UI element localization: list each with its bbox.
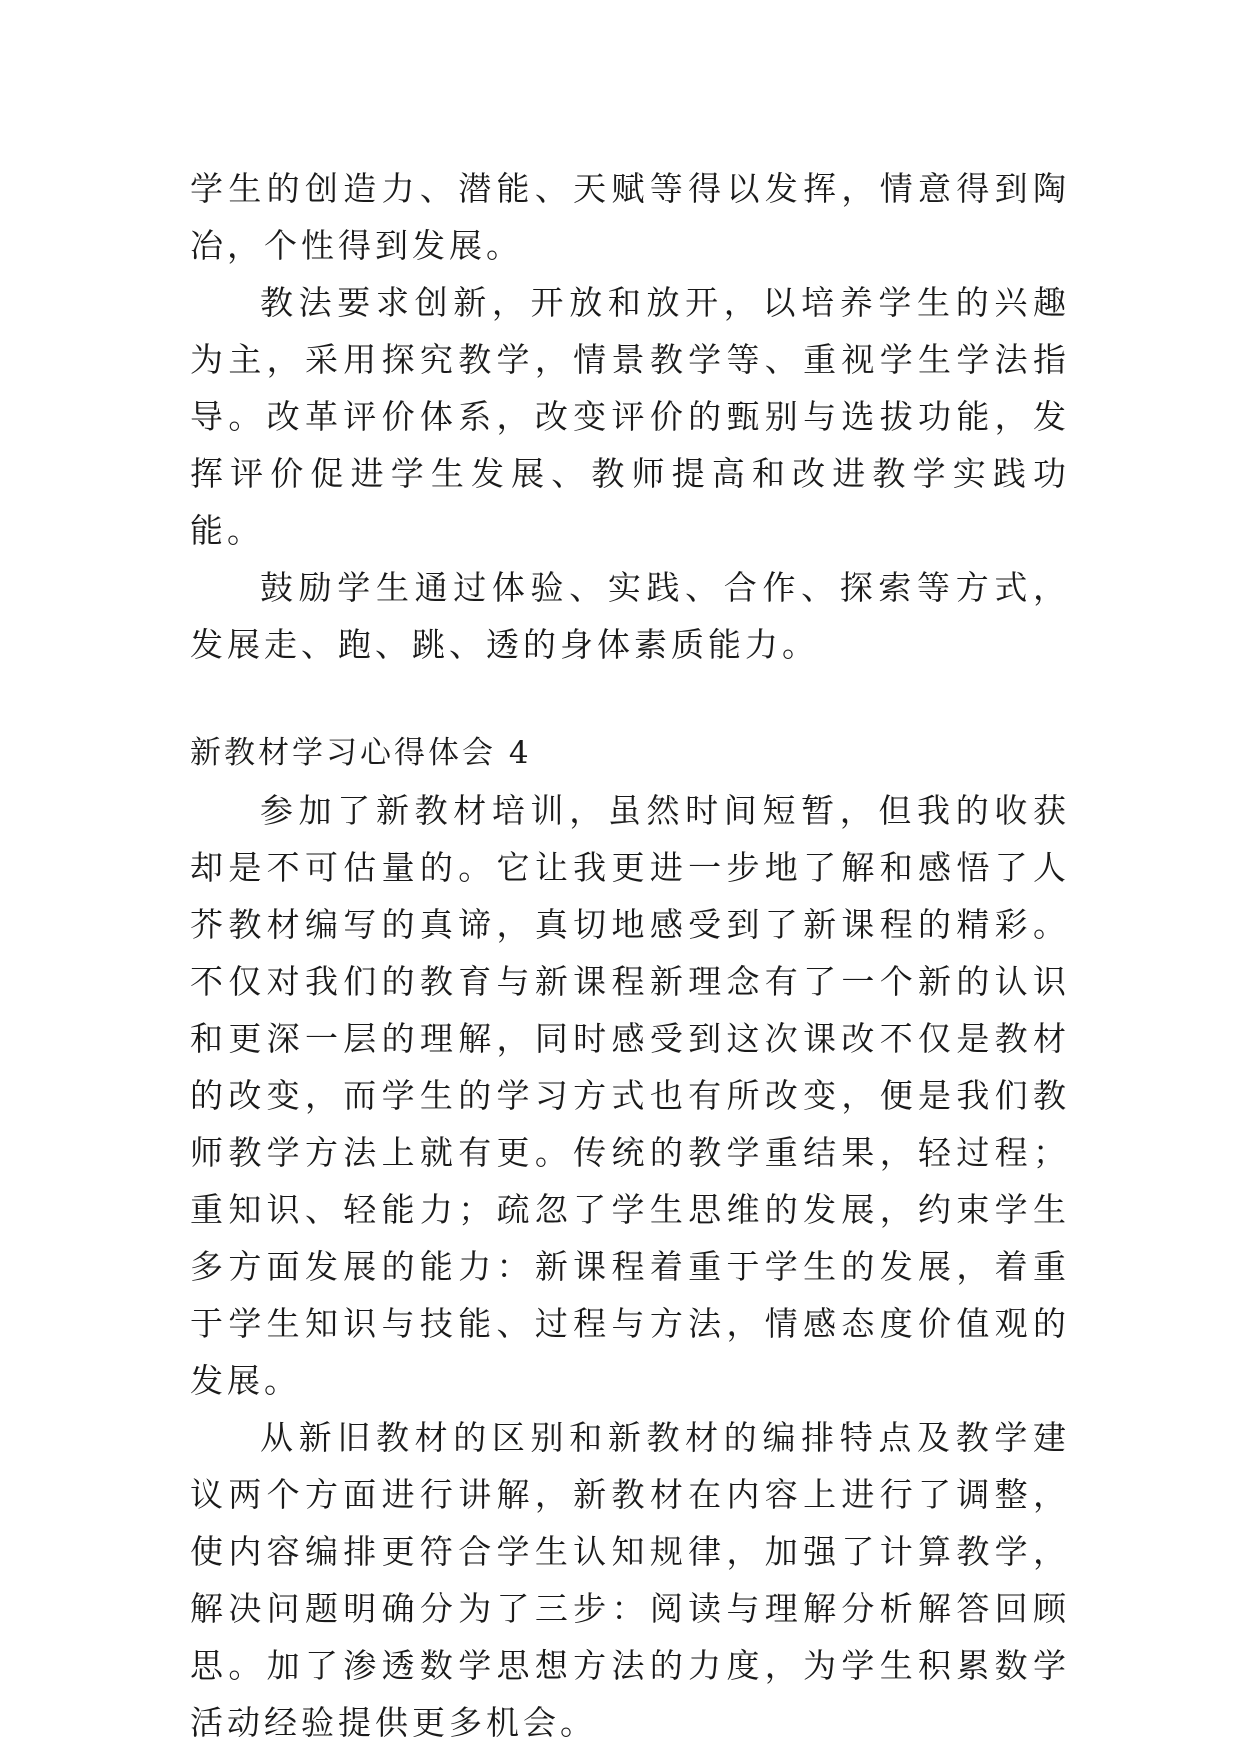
- paragraph-physical-ability: 鼓励学生通过体验、实践、合作、探索等方式，发展走、跑、跳、透的身体素质能力。: [190, 568, 1070, 664]
- section-title: 新教材学习心得体会 4: [190, 735, 532, 771]
- paragraph-continuation: 学生的创造力、潜能、天赋等得以发挥，情意得到陶冶，个性得到发展。: [190, 169, 1070, 265]
- paragraph-textbook-comparison: 从新旧教材的区别和新教材的编排特点及教学建议两个方面进行讲解，新教材在内容上进行了调整，使内容编排更符合学生认知规律，加强了计算教学，解决问题明确分为了三步：阅读与理解分析解答回顾思。加了渗透数学思想方法的力度，为学生积累数学活动经验提供更多机会。: [190, 1418, 1070, 1742]
- paragraph-teaching-methods: 教法要求创新，开放和放开，以培养学生的兴趣为主，采用探究教学，情景教学等、重视学生学法指导。改革评价体系，改变评价的甄别与选拔功能，发挥评价促进学生发展、教师提高和改进教学实践功能。: [190, 283, 1070, 550]
- paragraph-training-reflection: 参加了新教材培训，虽然时间短暂，但我的收获却是不可估量的。它让我更进一步地了解和感悟了人芥教材编写的真谛，真切地感受到了新课程的精彩。不仅对我们的教育与新课程新理念有了一个新的认识和更深一层的理解，同时感受到这次课改不仅是教材的改变，而学生的学习方式也有所改变，便是我们教师教学方法上就有更。传统的教学重结果，轻过程；重知识、轻能力；疏忽了学生思维的发展，约束学生多方面发展的能力：新课程着重于学生的发展，着重于学生知识与技能、过程与方法，情感态度价值观的发展。: [190, 791, 1070, 1400]
- document-body: [190, 160, 1070, 1751]
